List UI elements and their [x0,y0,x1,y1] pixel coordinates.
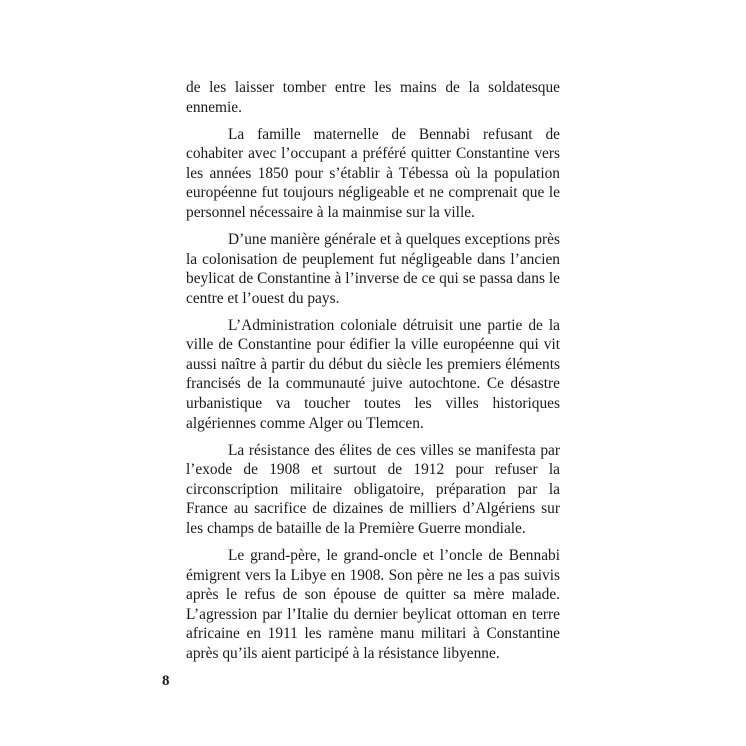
paragraph-continuation: de les laisser tomber entre les mains de la soldatesque ennemie. [186,79,560,116]
paragraph-colonisation: D’une manière générale et à quelques exceptions près la colonisation de peuplement fut négligeable dans l’ancien beylicat de Constantine à l’inverse de ce qui se passa dans le centre et l’ouest du pays. [186,230,560,307]
paragraph-resistance: La résistance des élites de ces villes se manifesta par l’exode de 1908 et surtout de 1912 pour refuser la circonscription militaire obligatoire, préparation par la France au sacrifice de dizaines de milliers d’Algériens sur les champs de bataille de la Première Guerre mondiale. [186,441,560,538]
paragraph-maternal-family: La famille maternelle de Bennabi refusant de cohabiter avec l’occupant a préféré quitter Constantine vers les années 1850 pour s’établir à Tébessa où la population européenne fut toujours négligeable et ne comprenait que le personnel nécessaire à la mainmise sur la ville. [186,125,560,221]
paragraph-administration: L’Administration coloniale détruisit une partie de la ville de Constantine pour édifier la ville européenne qui vit aussi naître à partir du début du siècle les premiers éléments francisés de la communauté juive autochtone. Ce désastre urbanistique va toucher toutes les villes historiques algériennes comme Alger ou Tlemcen. [186,316,560,432]
body-text [186,78,560,671]
paragraph-emigration: Le grand-père, le grand-oncle et l’oncle de Bennabi émigrent vers la Libye en 1908. Son père ne les a pas suivis après le refus de son épouse de quitter sa mère malade. L’agression par l’Italie du dernier beylicat ottoman en terre africaine en 1911 les ramène manu militari à Constantine après qu’ils aient participé à la résistance libyenne. [186,547,560,662]
page-number: 8 [162,673,170,689]
